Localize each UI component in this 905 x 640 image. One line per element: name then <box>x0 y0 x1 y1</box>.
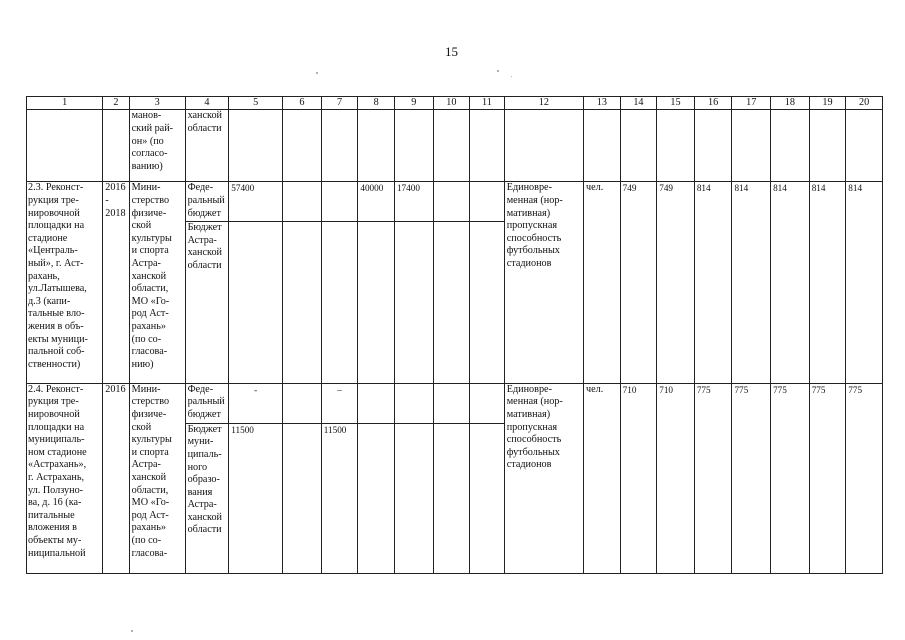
indicator-value: 814 <box>809 182 846 383</box>
years: 2016 - 2018 <box>103 182 129 383</box>
header-cell: 8 <box>358 97 395 110</box>
header-cell: 7 <box>321 97 358 110</box>
unit: чел. <box>584 182 621 383</box>
header-cell: 18 <box>771 97 810 110</box>
amount-2015: – <box>321 383 358 423</box>
header-cell: 1 <box>27 97 103 110</box>
amount-2015: 11500 <box>321 423 358 573</box>
header-cell: 5 <box>229 97 283 110</box>
amount-2018 <box>433 383 470 423</box>
amount-total: 11500 <box>229 423 283 573</box>
header-cell: 6 <box>283 97 322 110</box>
indicator: Единовре- менная (нор- мативная) пропускная способность футбольных стадионов <box>504 182 583 383</box>
indicator-value: 749 <box>657 182 695 383</box>
years: 2016 <box>103 383 129 573</box>
amount-2018 <box>433 423 470 573</box>
header-cell: 17 <box>732 97 771 110</box>
header-cell: 13 <box>584 97 621 110</box>
unit: чел. <box>584 383 621 573</box>
header-cell: 15 <box>657 97 695 110</box>
indicator: Единовре- менная (нор- мативная) пропускная способность футбольных стадионов <box>504 383 583 573</box>
header-cell: 10 <box>433 97 470 110</box>
amount-2016 <box>358 383 395 423</box>
amount-2014 <box>283 383 322 423</box>
amount-2014 <box>283 182 322 222</box>
amount-2017 <box>394 383 433 423</box>
amount-2017: 17400 <box>394 182 433 222</box>
measures-table <box>26 96 883 574</box>
measure-name: 2.3. Реконст- рукция тре- нировочной площадки на стадионе «Централь- ный», г. Аст- рахань, ул.Латышева, д.3 (капи- тальные вло- жения в объ- екты муници- пальной соб- ственности) <box>27 182 103 383</box>
funding-source-federal: Феде- ральный бюджет <box>185 182 229 222</box>
indicator-value: 775 <box>732 383 771 573</box>
page-number: 15 <box>445 44 458 59</box>
amount-2014 <box>283 423 322 573</box>
indicator-value: 814 <box>694 182 732 383</box>
header-cell: 20 <box>846 97 883 110</box>
header-cell: 11 <box>470 97 505 110</box>
header-cell: 16 <box>694 97 732 110</box>
indicator-value: 749 <box>620 182 657 383</box>
funding-source-municipal: Бюджет муни- ципаль- ного образо- вания Астра- ханской области <box>185 423 229 573</box>
amount-2018 <box>433 182 470 222</box>
scan-speck <box>511 76 512 77</box>
indicator-value: 814 <box>732 182 771 383</box>
amount-2019 <box>470 383 505 423</box>
executor: Мини- стерство физиче- ской культуры и спорта Астра- ханской области, МО «Го- род Аст- рахань» (по со- гласова- <box>129 383 185 573</box>
table-row-2-3-federal <box>27 182 883 222</box>
indicator-value: 814 <box>771 182 810 383</box>
indicator-value: 775 <box>771 383 810 573</box>
funding-source-regional: Бюджет Астра- ханской области <box>185 222 229 384</box>
amount-2019 <box>470 182 505 222</box>
amount-2016: 40000 <box>358 182 395 222</box>
amount-total: - <box>229 383 283 423</box>
executor-continuation: манов- ский рай- он» (по согласо- ванию) <box>129 110 185 182</box>
indicator-value: 710 <box>657 383 695 573</box>
header-cell: 9 <box>394 97 433 110</box>
measure-name: 2.4. Реконст- рукция тре- нировочной площадки на муниципаль- ном стадионе «Астрахань», г. Астрахань, ул. Ползуно- ва, д. 16 (ка- питальные вложения в объекты му- ниципальной <box>27 383 103 573</box>
indicator-value: 710 <box>620 383 657 573</box>
amount-2019 <box>470 423 505 573</box>
scan-speck <box>497 70 499 72</box>
funding-source-federal: Феде- ральный бюджет <box>185 383 229 423</box>
indicator-value: 775 <box>694 383 732 573</box>
source-continuation: ханской области <box>185 110 229 182</box>
scan-speck <box>131 630 133 632</box>
amount-2015 <box>321 182 358 222</box>
header-cell: 19 <box>809 97 846 110</box>
amount-total: 57400 <box>229 182 283 222</box>
executor: Мини- стерство физиче- ской культуры и спорта Астра- ханской области, МО «Го- род Аст- рахань» (по со- гласова- нию) <box>129 182 185 383</box>
table-row-2-4-federal <box>27 383 883 423</box>
header-cell: 3 <box>129 97 185 110</box>
header-row <box>27 97 883 110</box>
header-cell: 14 <box>620 97 657 110</box>
amount-2017 <box>394 423 433 573</box>
indicator-value: 814 <box>846 182 883 383</box>
scan-speck <box>316 72 318 74</box>
indicator-value: 775 <box>809 383 846 573</box>
indicator-value: 775 <box>846 383 883 573</box>
header-cell: 12 <box>504 97 583 110</box>
continuation-row <box>27 110 883 182</box>
header-cell: 2 <box>103 97 129 110</box>
amount-2016 <box>358 423 395 573</box>
header-cell: 4 <box>185 97 229 110</box>
